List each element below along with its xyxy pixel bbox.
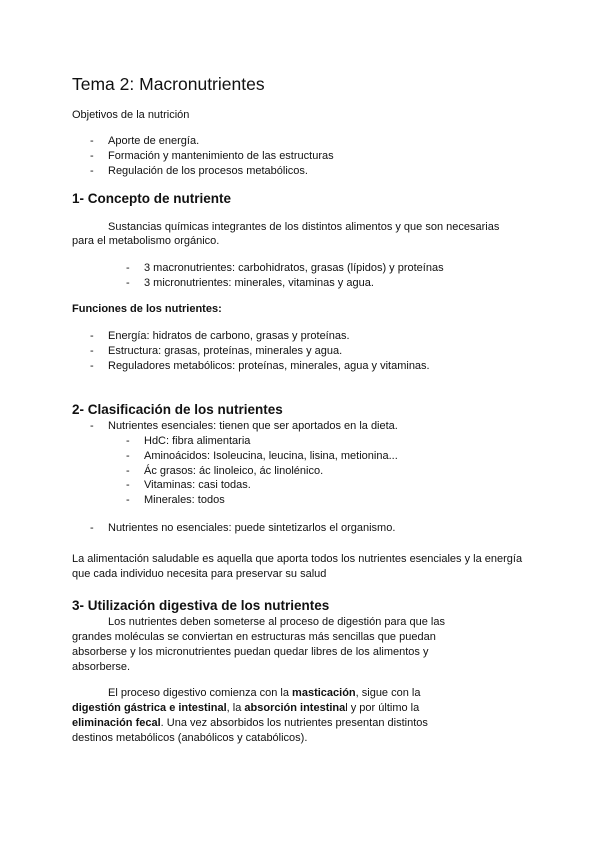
section-1-para-line-2: para el metabolismo orgánico. xyxy=(72,235,220,247)
section-3-p1-line-3: absorberse y los micronutrientes puedan quedar libres de los alimentos y xyxy=(72,646,429,658)
list-item: - Reguladores metabólicos: proteínas, minerales, agua y vitaminas. xyxy=(90,359,430,372)
section-3-heading: 3- Utilización digestiva de los nutrientes xyxy=(72,598,330,613)
section-2-para-line-1: La alimentación saludable es aquella que aporta todos los nutrientes esenciales y la energía xyxy=(72,553,523,565)
list-item: - Energía: hidratos de carbono, grasas y proteínas. xyxy=(90,330,350,342)
list-item: - Formación y mantenimiento de las estructuras xyxy=(90,149,334,162)
objetivos-list xyxy=(90,134,334,178)
section-3-p2-line-3: eliminación fecal. Una vez absorbidos los nutrientes presentan distintos xyxy=(72,717,428,729)
list-item: - 3 macronutrientes: carbohidratos, grasas (lípidos) y proteínas xyxy=(126,262,444,274)
section-3-p2-line-1: El proceso digestivo comienza con la masticación, sigue con la xyxy=(108,687,421,699)
esenciales-list xyxy=(90,419,398,434)
list-item: - 3 micronutrientes: minerales, vitaminas y agua. xyxy=(126,276,374,289)
section-1-heading: 1- Concepto de nutriente xyxy=(72,191,232,206)
list-item: - Vitaminas: casi todas. xyxy=(126,479,251,492)
objetivos-heading: Objetivos de la nutrición xyxy=(72,109,190,121)
nutrient-types-list xyxy=(126,261,444,291)
list-item: - Aporte de energía. xyxy=(90,135,200,147)
eliminacion-term: eliminación fecal xyxy=(72,717,161,729)
section-3-p1-line-4: absorberse. xyxy=(72,661,131,673)
no-esenciales-list xyxy=(90,521,395,536)
funciones-heading: Funciones de los nutrientes: xyxy=(72,303,222,315)
list-item: - Regulación de los procesos metabólicos. xyxy=(90,164,308,177)
list-item: - Estructura: grasas, proteínas, minerales y agua. xyxy=(90,344,343,357)
absorcion-term: absorción intestina xyxy=(244,702,346,714)
list-item: - Nutrientes esenciales: tienen que ser aportados en la dieta. xyxy=(90,420,398,432)
section-3-p2-line-2: digestión gástrica e intestinal, la absorción intestinal y por último la xyxy=(72,702,420,714)
section-3-p2-line-4: destinos metabólicos (anabólicos y catabólicos). xyxy=(72,732,308,744)
list-item: - Aminoácidos: Isoleucina, leucina, lisina, metionina... xyxy=(126,449,398,462)
section-1-para-line-1: Sustancias químicas integrantes de los distintos alimentos y que son necesarias xyxy=(108,221,500,233)
page-title: Tema 2: Macronutrientes xyxy=(72,74,265,94)
list-item: - Minerales: todos xyxy=(126,494,225,507)
section-2-para-line-2: que cada individuo necesita para preservar su salud xyxy=(72,568,327,580)
section-2-heading: 2- Clasificación de los nutrientes xyxy=(72,402,283,417)
section-3-p1-line-1: Los nutrientes deben someterse al proceso de digestión para que las xyxy=(108,616,445,628)
list-item: - Nutrientes no esenciales: puede sintetizarlos el organismo. xyxy=(90,522,396,534)
list-item: - Ác grasos: ác linoleico, ác linolénico. xyxy=(126,464,324,477)
section-3-p1-line-2: grandes moléculas se conviertan en estructuras más sencillas que puedan xyxy=(72,631,436,643)
digestion-term: digestión gástrica e intestinal xyxy=(72,702,227,714)
list-item: - HdC: fibra alimentaria xyxy=(126,435,251,447)
esenciales-sublist xyxy=(126,434,398,508)
masticacion-term: masticación xyxy=(292,687,356,699)
funciones-list xyxy=(90,329,430,373)
